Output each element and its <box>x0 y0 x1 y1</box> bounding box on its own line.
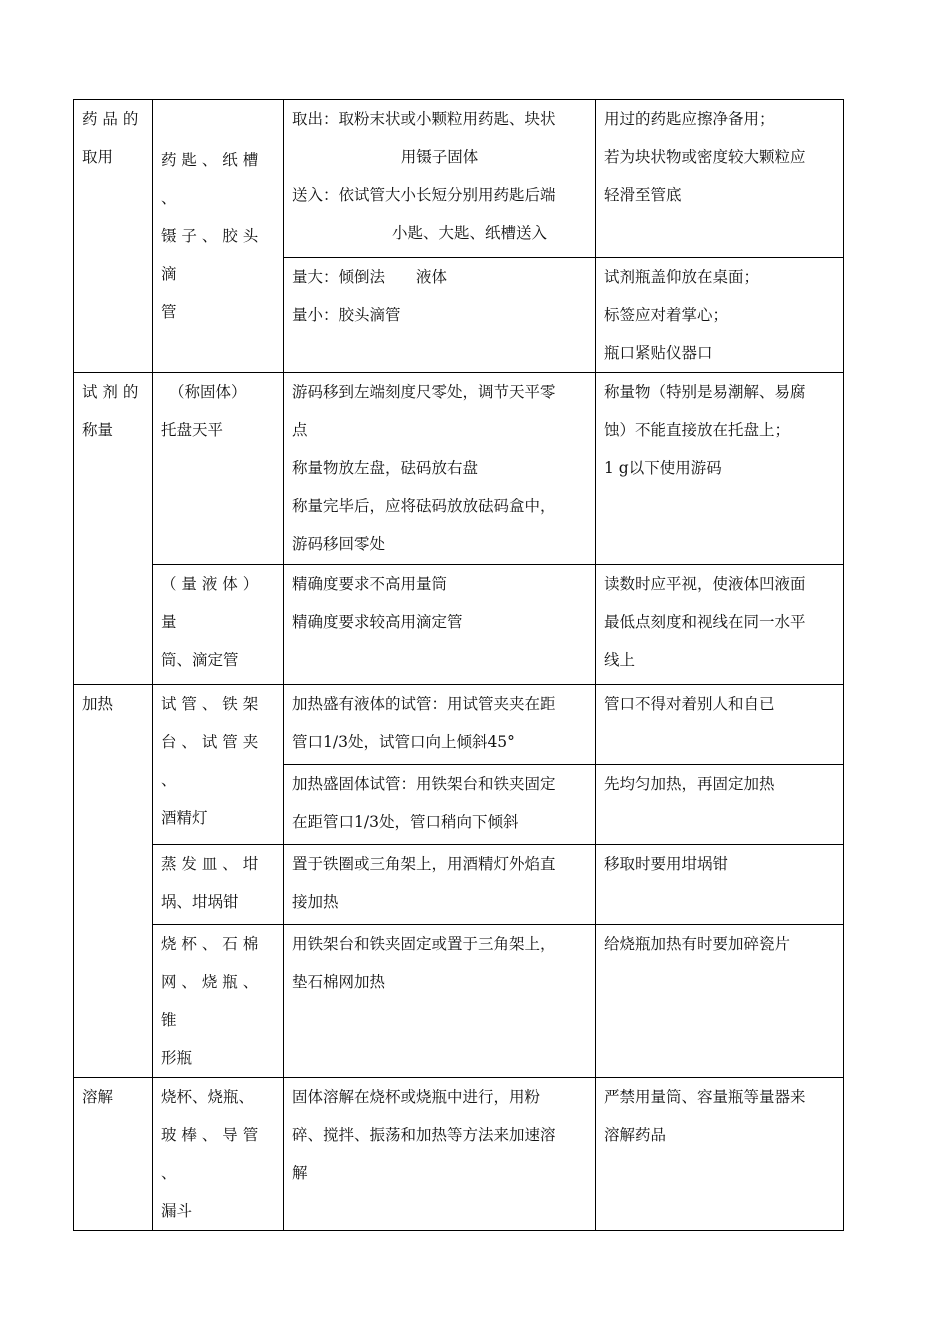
note-text: 读数时应平视，使液体凹液面 <box>604 575 806 593</box>
tools-text: 玻 棒 、 导 管 、 <box>161 1126 259 1182</box>
table-row <box>74 845 844 925</box>
tools-text: 烧 杯 、 石 棉 <box>161 935 259 953</box>
tools-text: 烧杯、烧瓶、 <box>161 1088 255 1106</box>
tools-text: 漏斗 <box>161 1202 193 1220</box>
method-text: 垫石棉网加热 <box>292 973 386 991</box>
method-text: 取出：取粉末状或小颗粒用药匙、块状 <box>292 110 556 128</box>
tools-cell <box>153 925 284 1078</box>
method-text: 用镊子固体 <box>400 148 479 166</box>
note-text: 最低点刻度和视线在同一水平 <box>604 613 806 631</box>
method-text: 解 <box>292 1164 308 1182</box>
tools-text: 试 管 、 铁 架 <box>161 695 259 713</box>
note-text: 试剂瓶盖仰放在桌面； <box>604 268 760 286</box>
tools-cell <box>153 100 284 373</box>
table-row <box>74 100 844 258</box>
note-text: 先均匀加热，再固定加热 <box>604 775 775 793</box>
note-cell <box>596 565 844 685</box>
method-text: 称量物放左盘，砝码放右盘 <box>292 459 479 477</box>
method-text: 碎、搅拌、振荡和加热等方法来加速溶 <box>292 1126 556 1144</box>
tools-cell <box>153 565 284 685</box>
method-text: 游码移到左端刻度尺零处，调节天平零 <box>292 383 556 401</box>
section-cell-dissolving <box>74 1078 153 1231</box>
tools-text: （ 量 液 体 ） 量 <box>161 575 259 631</box>
section-cell-drug-taking <box>74 100 153 373</box>
tools-text: （称固体） <box>169 383 247 401</box>
note-cell <box>596 1078 844 1231</box>
method-text: 精确度要求不高用量筒 <box>292 575 448 593</box>
tools-text: 药 匙 、 纸 槽 、 <box>161 151 259 207</box>
note-text: 严禁用量筒、容量瓶等量器来 <box>604 1088 806 1106</box>
section-label: 试 剂 的 <box>82 383 139 401</box>
method-text: 送入：依试管大小长短分别用药匙后端 <box>292 186 556 204</box>
tools-text: 蒸 发 皿 、 坩 <box>161 855 259 873</box>
method-text: 用铁架台和铁夹固定或置于三角架上， <box>292 935 556 953</box>
method-text: 量大：倾倒法 液体 <box>292 268 448 286</box>
method-text: 管口1/3处，试管口向上倾斜45° <box>292 733 515 751</box>
method-cell <box>284 685 596 765</box>
method-text: 加热盛有液体的试管：用试管夹夹在距 <box>292 695 556 713</box>
method-text: 接加热 <box>292 893 339 911</box>
note-text: 给烧瓶加热有时要加碎瓷片 <box>604 935 791 953</box>
table-row <box>74 565 844 685</box>
method-text: 在距管口1/3处，管口稍向下倾斜 <box>292 813 519 831</box>
method-text: 置于铁圈或三角架上，用酒精灯外焰直 <box>292 855 556 873</box>
note-cell <box>596 925 844 1078</box>
table-row <box>74 925 844 1078</box>
tools-text: 筒、滴定管 <box>161 651 239 669</box>
note-text: 1 g以下使用游码 <box>604 459 722 477</box>
method-cell <box>284 100 596 258</box>
method-cell <box>284 925 596 1078</box>
section-label: 取用 <box>82 148 114 166</box>
method-cell <box>284 1078 596 1231</box>
note-text: 线上 <box>604 651 636 669</box>
tools-text: 台 、 试 管 夹 、 <box>161 733 259 789</box>
method-text: 量小：胶头滴管 <box>292 306 401 324</box>
method-text: 加热盛固体试管：用铁架台和铁夹固定 <box>292 775 556 793</box>
lab-operations-table <box>73 99 844 1231</box>
tools-text: 管 <box>161 303 177 321</box>
tools-cell <box>153 685 284 845</box>
section-cell-heating <box>74 685 153 1078</box>
method-text: 精确度要求较高用滴定管 <box>292 613 463 631</box>
note-text: 称量物（特别是易潮解、易腐 <box>604 383 806 401</box>
section-label: 药 品 的 <box>82 110 139 128</box>
table-row <box>74 1078 844 1231</box>
note-text: 移取时要用坩埚钳 <box>604 855 729 873</box>
note-cell <box>596 765 844 845</box>
section-label: 加热 <box>82 695 114 713</box>
method-text: 小匙、大匙、纸槽送入 <box>391 224 547 242</box>
tools-text: 镊 子 、 胶 头 滴 <box>161 227 259 283</box>
method-cell <box>284 565 596 685</box>
method-cell <box>284 765 596 845</box>
note-cell <box>596 100 844 258</box>
note-text: 若为块状物或密度较大颗粒应 <box>604 148 806 166</box>
tools-cell <box>153 373 284 565</box>
section-cell-weighing <box>74 373 153 685</box>
section-label: 称量 <box>82 421 114 439</box>
note-text: 蚀）不能直接放在托盘上； <box>604 421 791 439</box>
note-cell <box>596 373 844 565</box>
method-text: 称量完毕后，应将砝码放放砝码盒中， <box>292 497 556 515</box>
method-cell <box>284 373 596 565</box>
method-text: 游码移回零处 <box>292 535 386 553</box>
tools-text: 酒精灯 <box>161 809 208 827</box>
table-row <box>74 373 844 565</box>
tools-text: 埚、坩埚钳 <box>161 893 239 911</box>
tools-text: 托盘天平 <box>161 421 224 439</box>
method-text: 固体溶解在烧杯或烧瓶中进行，用粉 <box>292 1088 541 1106</box>
note-cell <box>596 685 844 765</box>
note-text: 标签应对着掌心； <box>604 306 729 324</box>
tools-text: 形瓶 <box>161 1049 193 1067</box>
tools-text: 网 、 烧 瓶 、 锥 <box>161 973 259 1029</box>
tools-cell <box>153 1078 284 1231</box>
method-cell <box>284 845 596 925</box>
note-text: 溶解药品 <box>604 1126 667 1144</box>
tools-cell <box>153 845 284 925</box>
note-cell <box>596 258 844 373</box>
note-text: 管口不得对着别人和自已 <box>604 695 775 713</box>
note-text: 轻滑至管底 <box>604 186 682 204</box>
section-label: 溶解 <box>82 1088 114 1106</box>
note-text: 瓶口紧贴仪器口 <box>604 344 713 362</box>
note-cell <box>596 845 844 925</box>
method-cell <box>284 258 596 373</box>
table-row <box>74 685 844 765</box>
method-text: 点 <box>292 421 308 439</box>
note-text: 用过的药匙应擦净备用； <box>604 110 775 128</box>
